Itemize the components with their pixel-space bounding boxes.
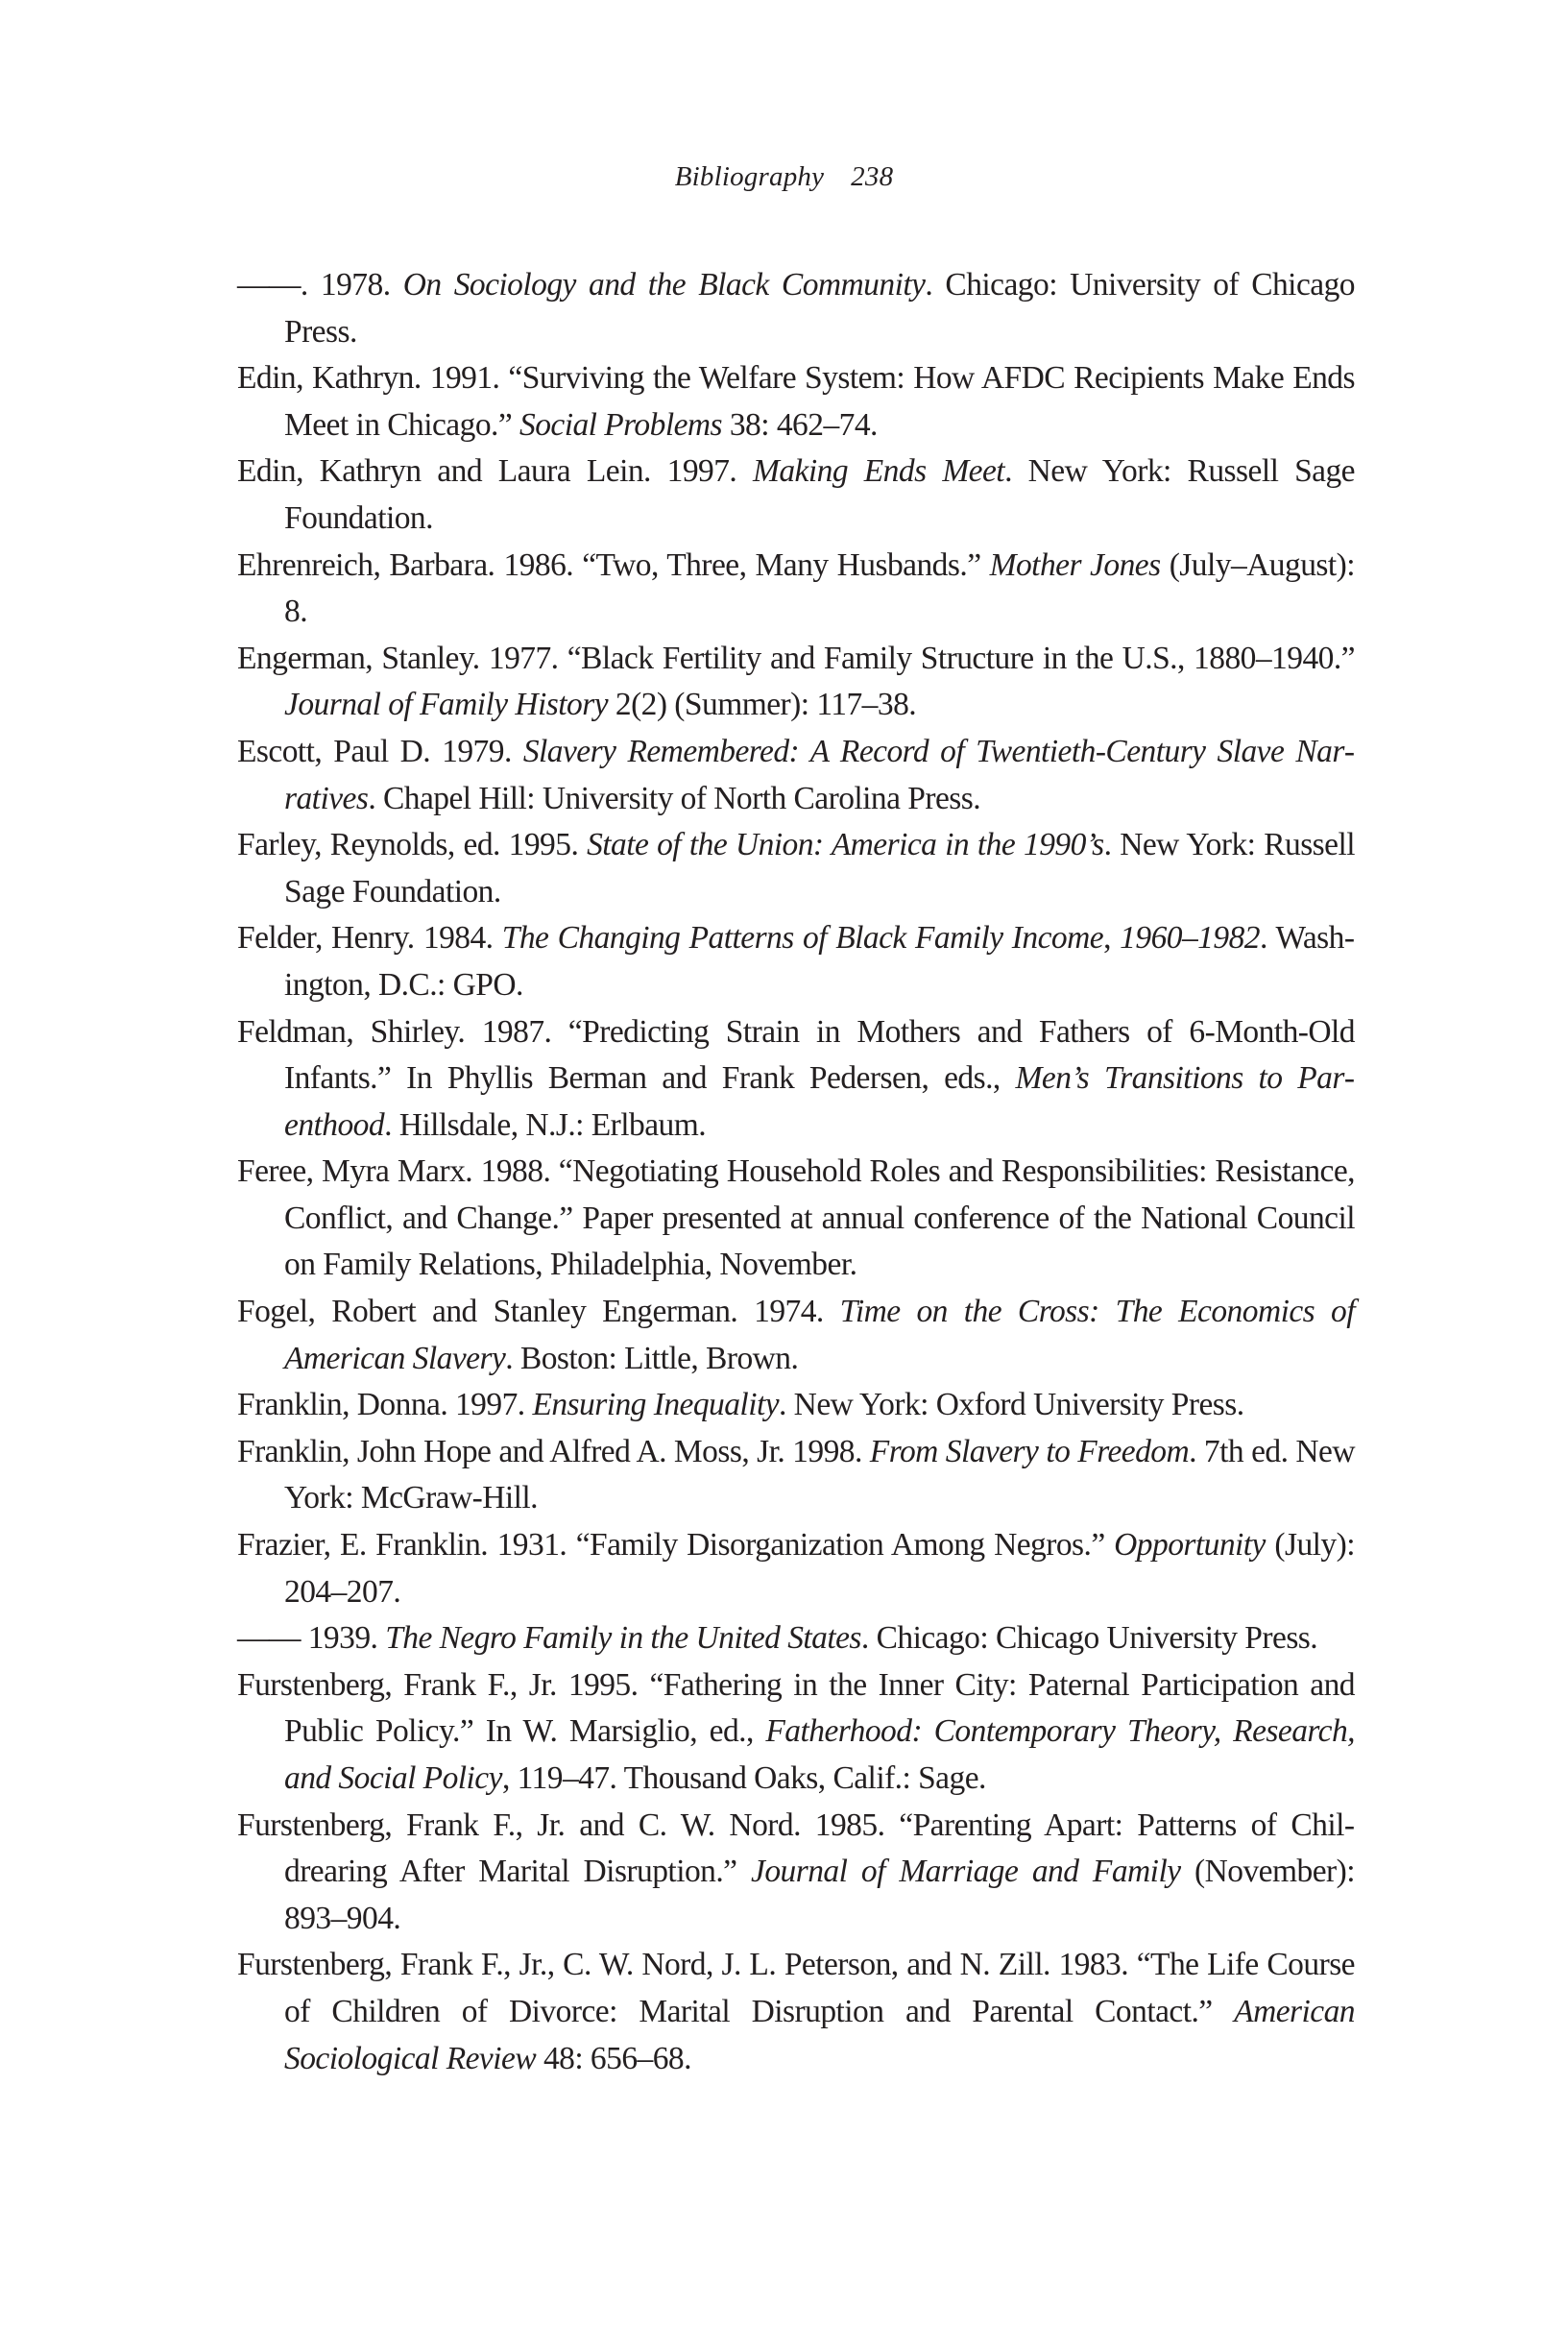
entry-text: ——. 1978. — [237, 267, 403, 303]
entry-text: (November): 893–904. — [284, 1854, 1355, 1936]
entry-text: Feldman, Shirley. 1987. “Predicting Strain in Mothers and Fathers of 6-Month-Old Infants.” In Phyllis Berman and Frank Pedersen, eds., — [237, 1013, 1355, 1097]
bibliography-entry — [237, 1522, 1355, 1615]
entry-text: Escott, Paul D. 1979. — [237, 733, 523, 769]
bibliography-entry — [237, 1615, 1355, 1662]
entry-text: . Boston: Little, Brown. — [505, 1340, 799, 1376]
entry-text: . Chicago: Chicago University Press. — [860, 1620, 1318, 1657]
entry-text: . Chicago: University of Chicago Press. — [284, 267, 1355, 350]
entry-text: Fogel, Robert and Stanley Engerman. 1974. — [237, 1294, 840, 1330]
entry-title-italic: American Sociological Review — [284, 1993, 1355, 2076]
entry-title-italic: The Changing Patterns of Black Family Income — [501, 920, 1104, 957]
bibliography-entry — [237, 729, 1355, 822]
bibliography-entry — [237, 1382, 1355, 1429]
entry-title-italic: From Slavery to Freedom — [869, 1433, 1190, 1469]
entry-title-italic: On Sociology and the Black Community — [402, 267, 926, 303]
entry-text: 2(2) (Summer): 117–38. — [608, 687, 917, 723]
bibliography-entry — [237, 1289, 1355, 1382]
entry-text: . Washington, D.C.: GPO. — [284, 920, 1356, 1003]
bibliography-entry — [237, 355, 1355, 449]
entry-text: . Hillsdale, N.J.: Erlbaum. — [384, 1106, 707, 1143]
bibliography-list — [237, 262, 1355, 2082]
entry-title-italic: Journal of Marriage and Family — [751, 1854, 1181, 1890]
entry-text: Farley, Reynolds, ed. 1995. — [237, 827, 588, 863]
entry-text: 48: 656–68. — [536, 2040, 691, 2076]
bibliography-entry — [237, 1662, 1355, 1803]
entry-text: —— 1939. — [237, 1620, 386, 1657]
entry-text: Furstenberg, Frank F., Jr. and C. W. Nord. 1985. “Parenting Apart: Patterns of Childrearing After Marital Disruption.” — [237, 1806, 1355, 1890]
entry-title-italic: State of the Union: America in the 1990’s — [587, 827, 1104, 863]
entry-title-italic: Time on the Cross: The Economics of American Slavery — [284, 1294, 1355, 1376]
entry-title-italic: Mother Jones — [989, 546, 1161, 583]
entry-text: Ehrenreich, Barbara. 1986. “Two, Three, Many Husbands.” — [237, 546, 990, 583]
entry-text: Frazier, E. Franklin. 1931. “Family Disorganization Among Negros.” — [237, 1527, 1115, 1564]
entry-text: . New York: Oxford University Press. — [779, 1387, 1244, 1423]
entry-text: Franklin, John Hope and Alfred A. Moss, Jr. 1998. — [237, 1433, 870, 1469]
entry-text: (July): 204–207. — [284, 1527, 1355, 1610]
entry-text: 38: 462–74. — [722, 406, 878, 443]
bibliography-entry — [237, 636, 1355, 729]
page-number: 238 — [851, 161, 894, 192]
section-title: Bibliography — [674, 161, 825, 192]
bibliography-entry — [237, 1942, 1355, 2082]
entry-title-italic: Fatherhood: Contemporary Theory, Research, and Social Policy — [284, 1713, 1355, 1796]
bibliography-entry — [237, 915, 1355, 1008]
bibliography-entry — [237, 449, 1355, 542]
entry-text: , 119–47. Thousand Oaks, Calif.: Sage. — [501, 1760, 986, 1796]
entry-title-italic: Making Ends Meet — [753, 453, 1005, 490]
entry-text: (July–August): 8. — [284, 546, 1356, 630]
entry-text: Felder, Henry. 1984. — [237, 920, 502, 957]
bibliography-entry — [237, 543, 1355, 636]
entry-title-italic: Ensuring Inequality — [532, 1387, 780, 1423]
entry-title-italic: The Negro Family in the United States — [385, 1620, 861, 1657]
bibliography-entry — [237, 1429, 1355, 1522]
entry-text: Furstenberg, Frank F., Jr., C. W. Nord, J. L. Peterson, and N. Zill. 1983. “The Life Course of Children of Divorce: Marital Disruption and Parental Contact.” — [237, 1947, 1355, 2029]
entry-title-italic: 1960–1982 — [1120, 920, 1260, 957]
bibliography-entry — [237, 822, 1355, 915]
running-head — [0, 161, 1568, 193]
entry-title-italic: Slavery Remembered: A Record of Twentieth-Century Slave Narratives — [284, 733, 1355, 816]
bibliography-entry — [237, 1009, 1355, 1150]
entry-text: Franklin, Donna. 1997. — [237, 1387, 533, 1423]
entry-title-italic: Opportunity — [1114, 1527, 1266, 1564]
entry-text: . 7th ed. New York: McGraw-Hill. — [284, 1433, 1355, 1516]
entry-text: . New York: Russell Sage Foundation. — [284, 827, 1356, 909]
bibliography-entry — [237, 262, 1355, 355]
entry-text: Edin, Kathryn. 1991. “Surviving the Welfare System: How AFDC Recipients Make Ends Meet in Chicago.” — [237, 360, 1355, 443]
entry-text: . New York: Russell Sage Foundation. — [284, 453, 1356, 536]
entry-title-italic: Men’s Transitions to Parenthood — [284, 1060, 1355, 1143]
entry-text: , — [1103, 920, 1121, 957]
bibliography-entry — [237, 1149, 1355, 1289]
entry-text: Feree, Myra Marx. 1988. “Negotiating Household Roles and Responsibilities: Resistance, Conflict, and Change.” Paper presented at annual conference of the National Council on Family Relations, Philadelphia, November. — [237, 1153, 1355, 1283]
entry-text: . Chapel Hill: University of North Carolina Press. — [368, 780, 981, 816]
entry-title-italic: Journal of Family History — [284, 687, 609, 723]
bibliography-entry — [237, 1803, 1355, 1943]
entry-text: Engerman, Stanley. 1977. “Black Fertility and Family Structure in the U.S., 1880–1940.” — [237, 640, 1355, 676]
entry-text: Edin, Kathryn and Laura Lein. 1997. — [237, 453, 753, 490]
entry-text: Furstenberg, Frank F., Jr. 1995. “Fathering in the Inner City: Paternal Participation and Public Policy.” In W. Marsiglio, ed., — [237, 1666, 1355, 1750]
entry-title-italic: Social Problems — [519, 406, 723, 443]
